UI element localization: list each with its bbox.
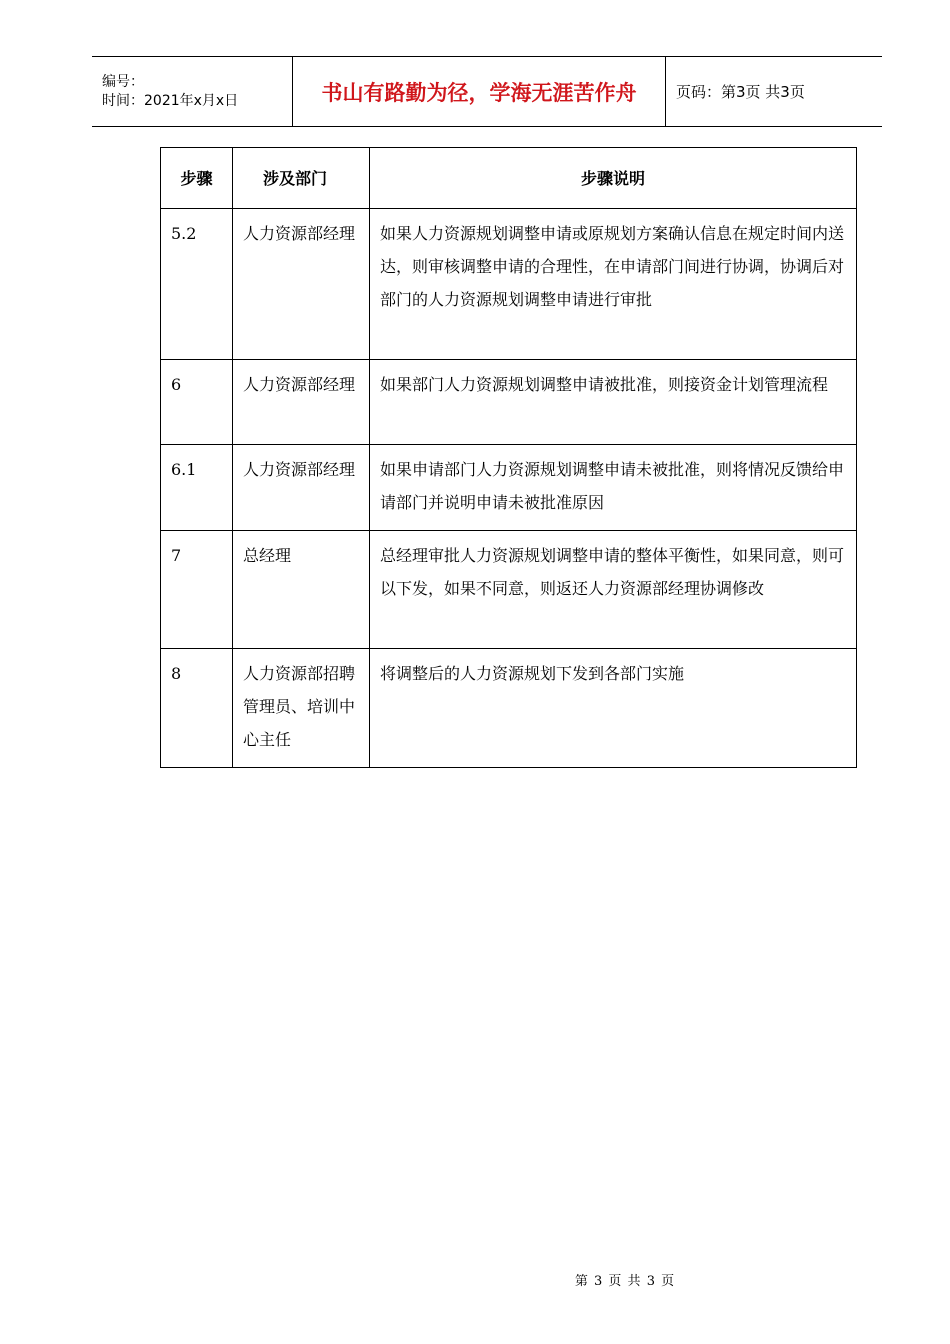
dept-cell: 人力资源部经理 <box>233 445 370 531</box>
table-header-row <box>161 148 857 209</box>
step-cell: 7 <box>161 531 233 649</box>
desc-cell: 将调整后的人力资源规划下发到各部门实施 <box>370 649 857 768</box>
footer-page-number: 第 3 页 共 3 页 <box>574 1274 676 1289</box>
table-row <box>161 445 857 531</box>
dept-cell: 人力资源部经理 <box>233 360 370 445</box>
step-cell: 5.2 <box>161 209 233 360</box>
table-row <box>161 360 857 445</box>
page-header <box>92 56 882 127</box>
table-row <box>161 649 857 768</box>
header-meta <box>92 57 293 126</box>
time-label: 时间：2021年x月x日 <box>102 92 239 109</box>
dept-cell: 人力资源部招聘管理员、培训中心主任 <box>233 649 370 768</box>
number-label: 编号： <box>102 73 144 90</box>
step-cell: 8 <box>161 649 233 768</box>
table-row <box>161 531 857 649</box>
table-row <box>161 209 857 360</box>
page-footer <box>0 1270 950 1289</box>
header-step: 步骤 <box>161 148 233 209</box>
desc-cell: 如果部门人力资源规划调整申请被批准，则接资金计划管理流程 <box>370 360 857 445</box>
step-cell: 6.1 <box>161 445 233 531</box>
dept-cell: 总经理 <box>233 531 370 649</box>
header-page-info: 页码：第3页 共3页 <box>676 83 805 101</box>
desc-cell: 总经理审批人力资源规划调整申请的整体平衡性，如果同意，则可以下发，如果不同意，则返还人力资源部经理协调修改 <box>370 531 857 649</box>
steps-table <box>160 147 857 768</box>
header-dept: 涉及部门 <box>233 148 370 209</box>
step-cell: 6 <box>161 360 233 445</box>
desc-cell: 如果人力资源规划调整申请或原规划方案确认信息在规定时间内送达，则审核调整申请的合理性，在申请部门间进行协调，协调后对部门的人力资源规划调整申请进行审批 <box>370 209 857 360</box>
desc-cell: 如果申请部门人力资源规划调整申请未被批准，则将情况反馈给申请部门并说明申请未被批准原因 <box>370 445 857 531</box>
dept-cell: 人力资源部经理 <box>233 209 370 360</box>
header-desc: 步骤说明 <box>370 148 857 209</box>
header-motto: 书山有路勤为径，学海无涯苦作舟 <box>293 57 666 126</box>
